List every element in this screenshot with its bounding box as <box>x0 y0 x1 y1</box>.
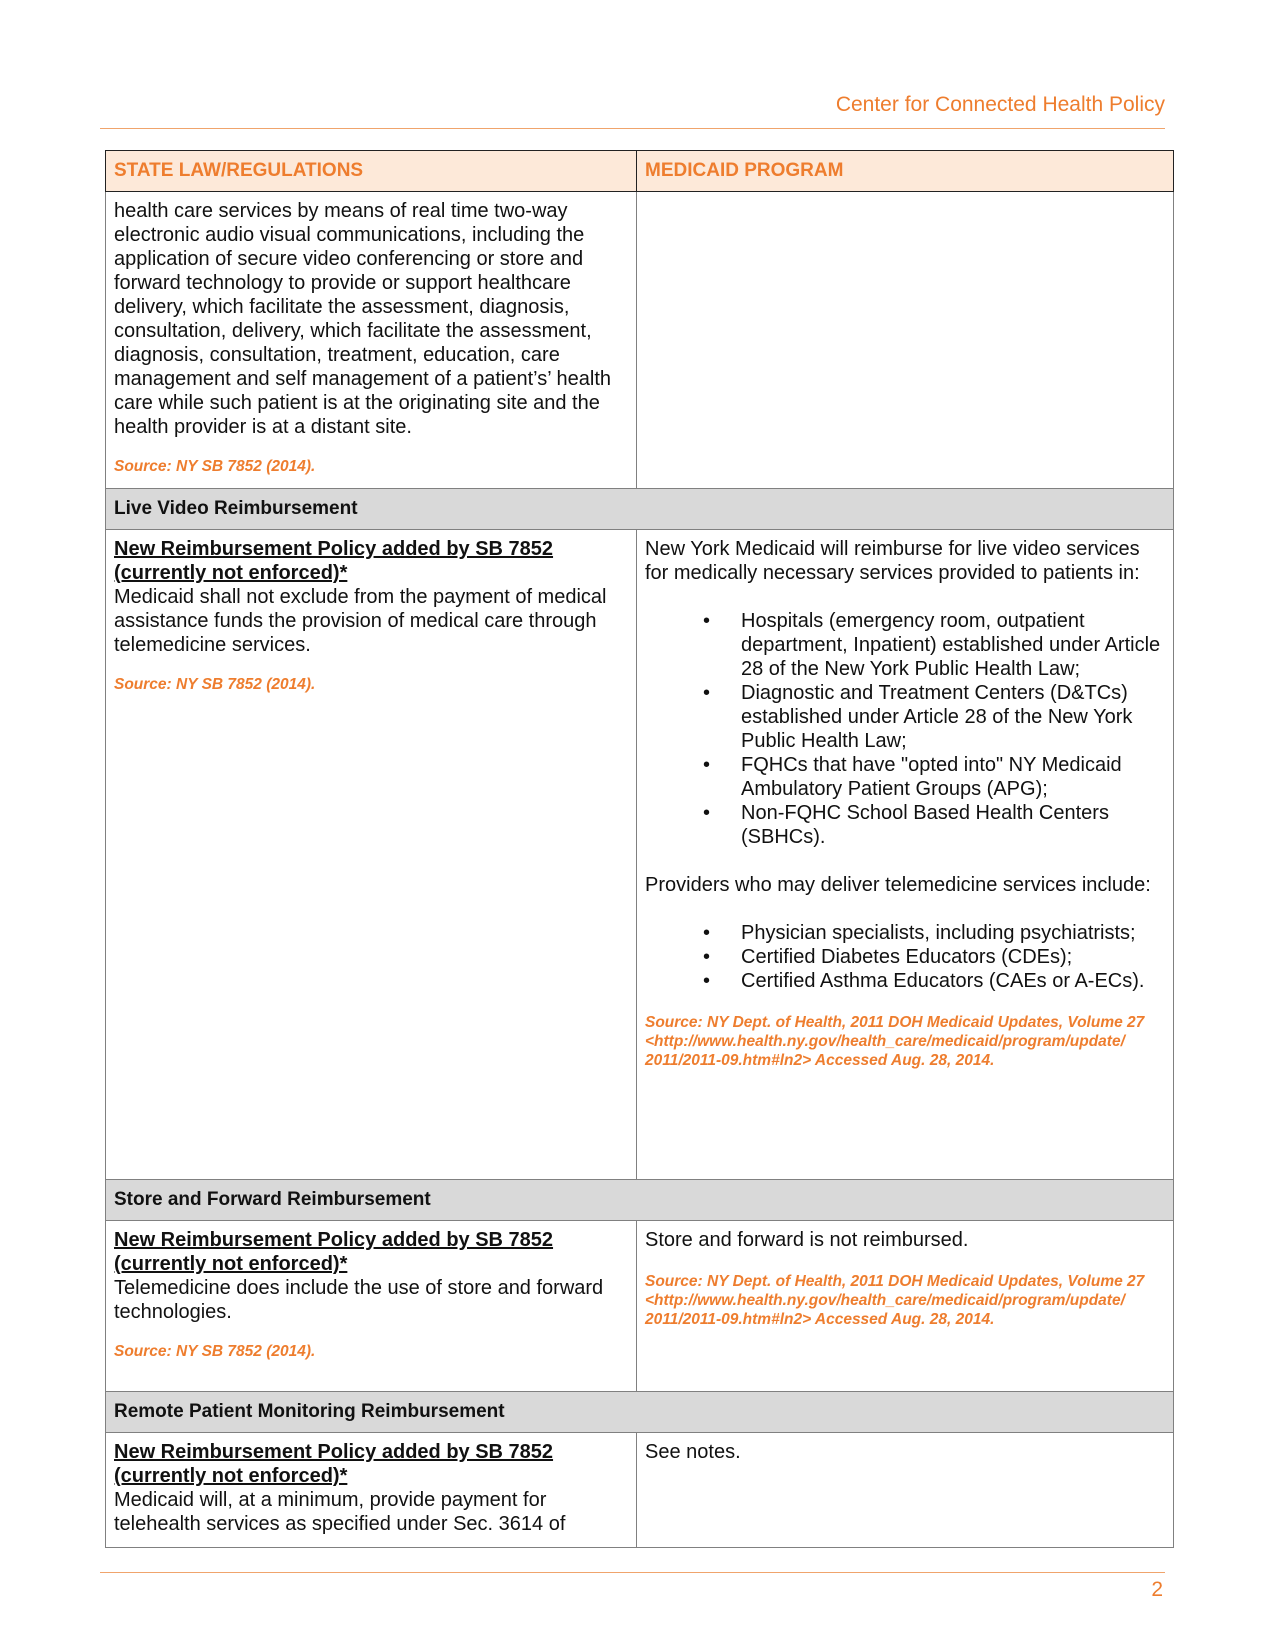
list-item: • Diagnostic and Treatment Centers (D&TCs) established under Article 28 of the New York Public Health Law; <box>741 681 1165 753</box>
column-header-medicaid: MEDICAID PROGRAM <box>637 151 1174 192</box>
footer-divider <box>100 1572 1165 1573</box>
source-citation: Source: NY Dept. of Health, 2011 DOH Medicaid Updates, Volume 27 <http://www.health.ny.gov/health_care/medicaid/program/update/ 2011/2011-09.htm#ln2> Accessed Aug. 28, 2014. <box>645 1014 1145 1069</box>
store-forward-state-cell <box>106 1221 637 1392</box>
section-header-live-video <box>106 489 1174 530</box>
providers-intro: Providers who may deliver telemedicine services include: <box>645 874 1151 896</box>
section-header-remote-monitoring <box>106 1392 1174 1433</box>
section-title: Store and Forward Reimbursement <box>106 1180 1174 1221</box>
list-item: • Physician specialists, including psychiatrists; <box>741 921 1165 945</box>
medicaid-intro: New York Medicaid will reimburse for live video services for medically necessary services provided to patients in: <box>645 538 1140 584</box>
live-video-state-cell <box>106 530 637 1180</box>
column-header-state-law: STATE LAW/REGULATIONS <box>106 151 637 192</box>
policy-text: Medicaid shall not exclude from the payment of medical assistance funds the provision of medical care through telemedicine services. <box>114 586 607 656</box>
definition-medicaid-cell <box>637 192 1174 489</box>
store-forward-medicaid-cell <box>637 1221 1174 1392</box>
org-title: Center for Connected Health Policy <box>835 93 1165 116</box>
list-item: • Certified Asthma Educators (CAEs or A-ECs). <box>741 969 1165 993</box>
source-citation: Source: NY SB 7852 (2014). <box>114 1343 316 1360</box>
list-item: • Non-FQHC School Based Health Centers (SBHCs). <box>741 801 1165 849</box>
list-item: • FQHCs that have "opted into" NY Medicaid Ambulatory Patient Groups (APG); <box>741 753 1165 801</box>
policy-table <box>105 150 1174 1548</box>
definition-text: health care services by means of real time two-way electronic audio visual communications, including the application of secure video conferencing or store and forward technology to provide or support healthcare delivery, which facilitate the assessment, diagnosis, consultation, delivery, which facilitate the assessment, diagnosis, consultation, treatment, education, care management and self management of a patient’s’ health care while such patient is at the originating site and the health provider is at a distant site. <box>114 200 611 438</box>
live-video-medicaid-cell <box>637 530 1174 1180</box>
medicaid-text: See notes. <box>645 1441 741 1463</box>
definition-state-cell <box>106 192 637 489</box>
live-video-row <box>106 530 1174 1180</box>
source-citation: Source: NY SB 7852 (2014). <box>114 676 316 693</box>
list-item: • Hospitals (emergency room, outpatient department, Inpatient) established under Article 28 of the New York Public Health Law; <box>741 609 1165 681</box>
section-title: Live Video Reimbursement <box>106 489 1174 530</box>
policy-heading: New Reimbursement Policy added by SB 7852 (currently not enforced)* <box>114 1441 554 1487</box>
store-forward-row <box>106 1221 1174 1392</box>
definition-row <box>106 192 1174 489</box>
list-item: • Certified Diabetes Educators (CDEs); <box>741 945 1165 969</box>
page-number: 2 <box>1151 1578 1163 1601</box>
section-header-store-forward <box>106 1180 1174 1221</box>
policy-text: Telemedicine does include the use of store and forward technologies. <box>114 1277 604 1323</box>
providers-list <box>645 921 1165 993</box>
remote-monitoring-state-cell <box>106 1433 637 1548</box>
policy-heading: New Reimbursement Policy added by SB 7852 (currently not enforced)* <box>114 1229 554 1275</box>
remote-monitoring-row <box>106 1433 1174 1548</box>
remote-monitoring-medicaid-cell <box>637 1433 1174 1548</box>
table-header-row <box>106 151 1174 192</box>
policy-text: Medicaid will, at a minimum, provide payment for telehealth services as specified under Sec. 3614 of <box>114 1489 566 1535</box>
header-divider <box>100 128 1165 129</box>
source-citation: Source: NY SB 7852 (2014). <box>114 458 316 475</box>
eligible-sites-list <box>645 609 1165 849</box>
source-citation: Source: NY Dept. of Health, 2011 DOH Medicaid Updates, Volume 27 <http://www.health.ny.gov/health_care/medicaid/program/update/ 2011/2011-09.htm#ln2> Accessed Aug. 28, 2014. <box>645 1273 1145 1328</box>
medicaid-text: Store and forward is not reimbursed. <box>645 1229 969 1251</box>
section-title: Remote Patient Monitoring Reimbursement <box>106 1392 1174 1433</box>
policy-heading: New Reimbursement Policy added by SB 7852 (currently not enforced)* <box>114 538 554 584</box>
